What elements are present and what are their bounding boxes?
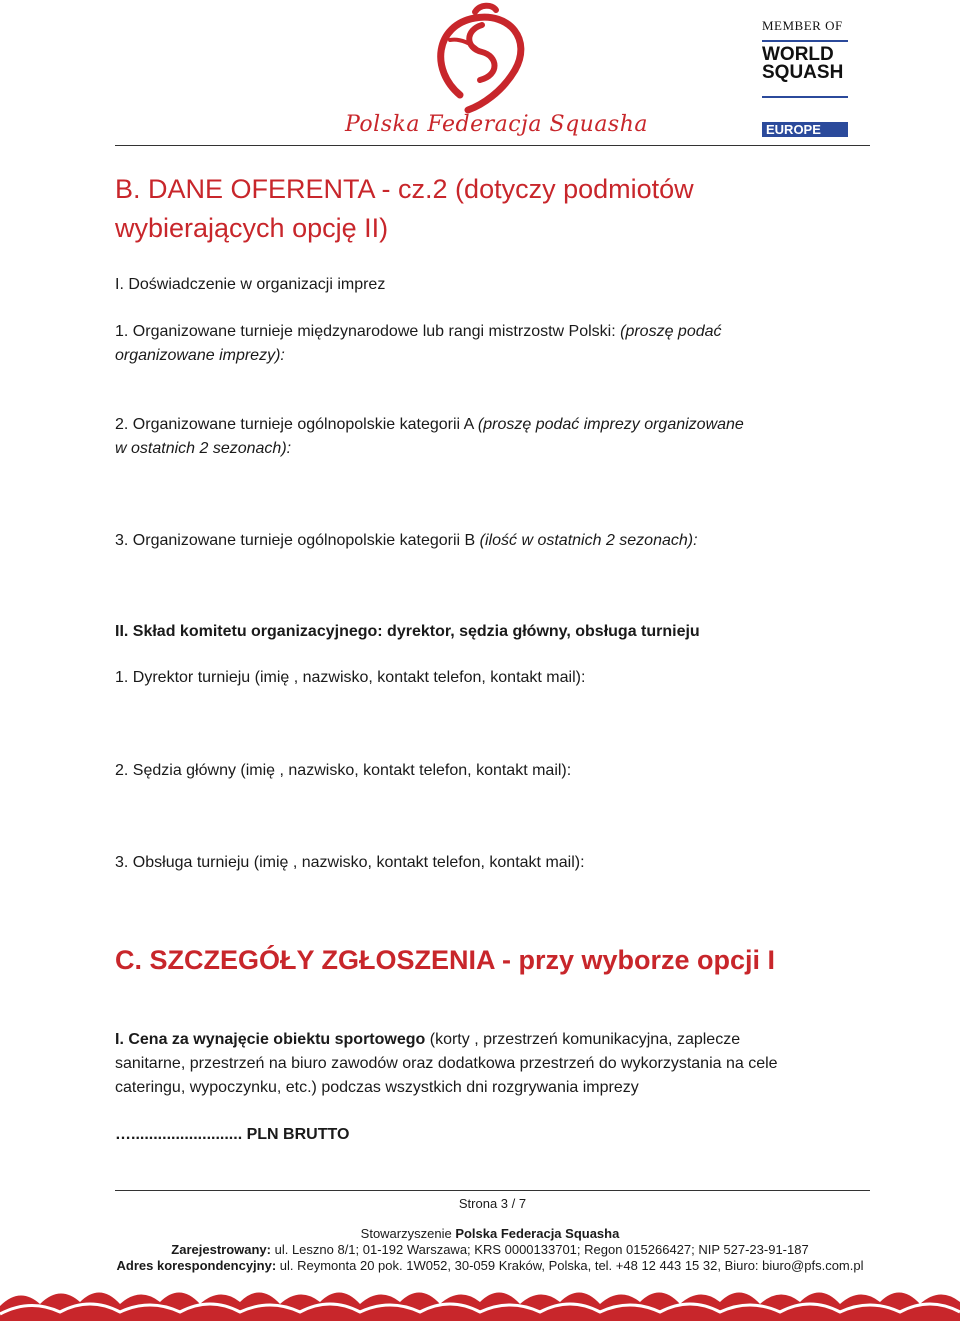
footer-reg-text: ul. Leszno 8/1; 01-192 Warszawa; KRS 0000133701; Regon 015266427; NIP 527-23-91-187 (270, 1242, 809, 1257)
section-c-paragraph (115, 1028, 875, 1100)
price-desc-1: (korty , przestrzeń komunikacyjna, zaplecze (425, 1031, 741, 1048)
ws-top-rule (762, 40, 848, 42)
logo-text: Polska Federacja Squasha (345, 112, 649, 137)
item-1-note-b: organizowane imprezy): (115, 347, 285, 364)
member-of-label: MEMBER OF (762, 18, 843, 33)
item-1-text: 1. Organizowane turnieje międzynarodowe lub rangi mistrzostw Polski: (115, 323, 621, 340)
footer-addr-label: Adres korespondencyjny: (116, 1258, 277, 1273)
price-label: I. Cena za wynajęcie obiektu sportowego (115, 1031, 426, 1048)
staff-director: 1. Dyrektor turnieju (imię , nazwisko, kontakt telefon, kontakt mail): (115, 669, 586, 686)
staff-service: 3. Obsługa turnieju (imię , nazwisko, kontakt telefon, kontakt mail): (115, 854, 585, 871)
footer-reg-label: Zarejestrowany: (171, 1242, 271, 1257)
ws-mid-rule (762, 96, 848, 98)
page-number: Strona 3 / 7 (458, 1196, 527, 1211)
item-2-note-a: (proszę podać imprezy organizowane (477, 416, 744, 433)
section-b-title-line1: B. DANE OFERENTA - cz.2 (dotyczy podmiotów (115, 174, 694, 204)
squash-label: SQUASH (762, 62, 844, 83)
pfs-logo-icon (420, 0, 540, 120)
item-1-note-a: (proszę podać (620, 323, 722, 340)
footer-org (100, 1226, 880, 1241)
section-b-title-line2: wybierających opcję II) (115, 213, 389, 243)
footer-org-name: Polska Federacja Squasha (455, 1226, 620, 1241)
subsection-ii: II. Skład komitetu organizacyjnego: dyrektor, sędzia główny, obsługa turnieju (115, 623, 700, 640)
header-rule (115, 145, 870, 146)
section-c-title: C. SZCZEGÓŁY ZGŁOSZENIA - przy wyborze opcji I (115, 945, 776, 975)
item-2-text: 2. Organizowane turnieje ogólnopolskie kategorii A (115, 416, 478, 433)
item-2-note-b: w ostatnich 2 sezonach): (115, 440, 292, 457)
wave-decoration (0, 1276, 960, 1321)
footer-org-prefix: Stowarzyszenie (360, 1226, 456, 1241)
price-desc-3: cateringu, wypoczynku, etc.) podczas wszystkich dni rozgrywania imprezy (115, 1079, 639, 1096)
price-desc-2: sanitarne, przestrzeń na biuro zawodów oraz dodatkowa przestrzeń do wykorzystania na cele (115, 1055, 778, 1072)
item-3 (115, 529, 875, 553)
item-2 (115, 413, 875, 461)
footer-addr-text: ul. Reymonta 20 pok. 1W052, 30-059 Kraków, Polska, tel. +48 12 443 15 32, Biuro: biuro@pfs.com.pl (276, 1258, 864, 1273)
world-label: WORLD (762, 44, 834, 65)
item-3-note: (ilość w ostatnich 2 sezonach): (479, 532, 698, 549)
section-b-title (115, 170, 875, 248)
item-1 (115, 320, 875, 368)
footer-registered (100, 1242, 880, 1257)
pfs-logo (340, 0, 649, 155)
europe-label: EUROPE (762, 122, 848, 137)
item-3-text: 3. Organizowane turnieje ogólnopolskie kategorii B (115, 532, 480, 549)
staff-referee: 2. Sędzia główny (imię , nazwisko, kontakt telefon, kontakt mail): (115, 762, 572, 779)
subsection-i: I. Doświadczenie w organizacji imprez (115, 276, 386, 293)
world-squash-logo (762, 18, 862, 143)
footer-rule (115, 1190, 870, 1191)
price-field: …......................... PLN BRUTTO (115, 1126, 350, 1143)
footer-address (100, 1258, 880, 1273)
